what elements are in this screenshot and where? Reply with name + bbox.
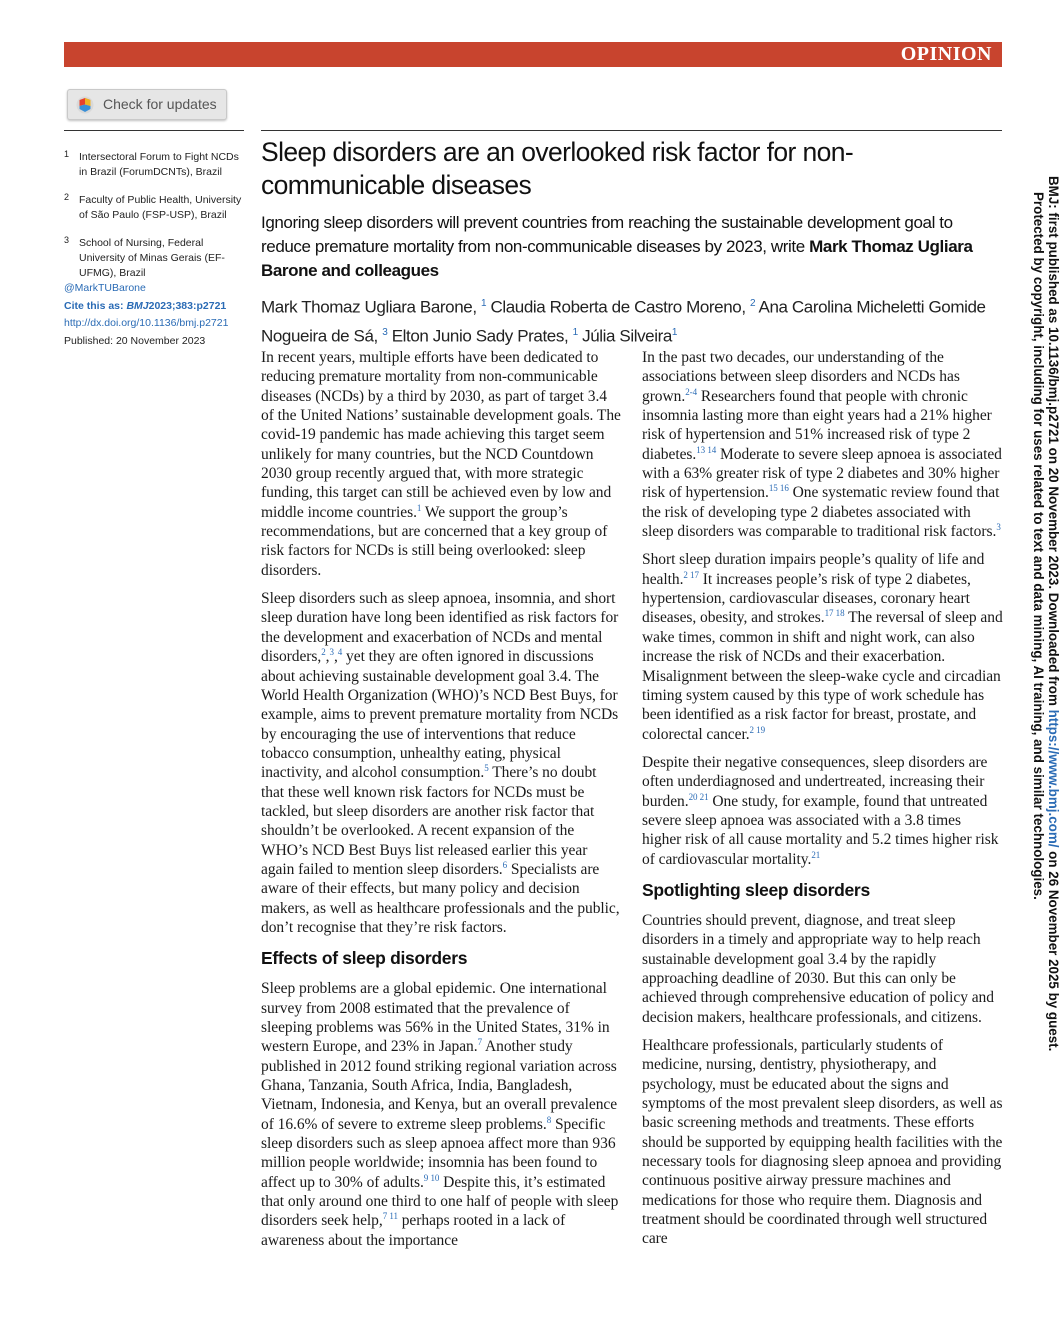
affiliation-ref[interactable]: 1 — [572, 326, 578, 338]
body-column-left — [261, 348, 623, 1259]
reference-link[interactable]: 1 — [416, 502, 422, 513]
affiliation-1: 1 Intersectoral Forum to Fight NCDs in Brazil (ForumDCNTs), Brazil — [64, 149, 239, 178]
paragraph: In the past two decades, our understanding of the associations between sleep disorders and NCDs has grown.$^{2-4}$ Researchers found that people with chronic insomnia lasting more than eight years had a 21% higher risk of hypertension and 51% increased risk of type 2 diabetes.$^{13 14}$ Moderate to severe sleep apnoea is associated with a 63% greater risk of type 2 diabetes and 30% higher risk of hypertension.$^{15 16}$ One systematic review found that the risk of developing type 2 diabetes associated with sleep disorders was comparable to traditional risk factors.$^3$ — [642, 349, 1002, 541]
article-meta — [64, 280, 248, 350]
affiliation-ref[interactable]: 1 — [671, 326, 678, 338]
author: Claudia Roberta de Castro Moreno, — [490, 297, 746, 317]
paragraph: Sleep problems are a global epidemic. One international survey from 2008 estimated that the prevalence of sleeping problems was 56% in the United States, 31% in western Europe, and 23% in Japan.$^7$ Another study published in 2012 found striking regional variation across Ghana, Tanzania, South Africa, India, Bangladesh, Vietnam, Indonesia, and Kenya, but an overall prevalence of 16.6% of severe to extreme sleep problems.$^8$ Specific sleep disorders such as sleep apnoea affect more than 936 million people worldwide; insomnia has been found to affect up to 30% of adults.$^{9 10}$ Despite this, it’s estimated that only around one third to one half of people with sleep disorders seek help,$^{7 11}$ perhaps rooted in a lack of awareness about the importance — [261, 980, 619, 1249]
doi-link[interactable]: http://dx.doi.org/10.1136/bmj.p2721 — [64, 317, 229, 329]
reference-link[interactable]: 9 10 — [423, 1172, 440, 1183]
body-column-right — [642, 348, 1004, 1258]
reference-link[interactable]: 21 — [811, 849, 821, 860]
standfirst: Ignoring sleep disorders will prevent countries from reaching the sustainable development goal to reduce premature mortality from non-communicable diseases by 2023, write Mark Thomaz Ugliara Barone and colleagues — [261, 213, 973, 280]
reference-link[interactable]: 7 11 — [382, 1211, 398, 1222]
paragraph: Despite their negative consequences, sleep disorders are often underdiagnosed and undertreated, increasing their burden.$^{20 21}$ One study, for example, found that untreated severe sleep apnoea was associated with a 3.8 times higher risk of all cause mortality and 5.2 times higher risk of cardiovascular mortality.$^{21}$ — [642, 753, 999, 868]
affiliation-2: 2 Faculty of Public Health, University of São Paulo (FSP-USP), Brazil — [64, 192, 242, 221]
bmj-link[interactable]: https://www.bmj.com/ — [1046, 709, 1061, 848]
affiliation-ref[interactable]: 2 — [749, 298, 756, 309]
paragraph: Countries should prevent, diagnose, and treat sleep disorders in a timely and appropriate way to help reach sustainable development goal 3.4 by the rapidly approaching deadline of 2030. But this can only be achieved through comprehensive education of policy and decision makers, healthcare professionals, and citizens. — [642, 911, 994, 1026]
author-list — [261, 291, 1006, 348]
reference-link[interactable]: 6 — [502, 859, 508, 870]
reference-link[interactable]: 4 — [337, 647, 343, 657]
reference-link[interactable]: 17 18 — [824, 608, 845, 619]
side-note-line-1: BMJ: first published as 10.1136/bmj.p2721 on 20 November 2023. Downloaded from https://www.bmj.com/ on 26 November 2025 by guest. — [1046, 176, 1061, 1052]
author: Elton Junio Sady Prates, — [391, 326, 569, 346]
affiliation-ref[interactable]: 1 — [480, 298, 487, 309]
reference-link[interactable]: 8 — [546, 1114, 552, 1125]
side-note-line-2: Protected by copyright, including for uses related to text and data mining, AI training, and similar technologies. — [1031, 192, 1046, 900]
reference-link[interactable]: 20 21 — [688, 791, 709, 802]
paragraph: In recent years, multiple efforts have been dedicated to reducing premature mortality from non-communicable diseases (NCDs) by a third by 2030, as part of target 3.4 of the United Nations’ sustainable development goals. The covid-19 pandemic has made achieving this target seem unlikely for many countries, but the NCD Countdown 2030 group recently argued that, with more strategic funding, this target can still be achieved even by low and middle income countries.$^1$ We support the group’s recommendations, but are concerned that a key group of risk factors for NCDs is still being overlooked: sleep disorders. — [261, 349, 621, 579]
reference-link[interactable]: 13 14 — [696, 444, 717, 455]
reference-link[interactable]: 2 19 — [749, 724, 766, 735]
article-title: Sleep disorders are an overlooked risk factor for non-communicable diseases — [261, 137, 854, 200]
author: Júlia Silveira — [582, 326, 672, 346]
section-banner — [64, 42, 1002, 67]
standfirst-authors: Mark Thomaz Ugliara Barone and colleagues — [261, 237, 973, 280]
check-for-updates-button[interactable] — [67, 89, 227, 120]
reference-link[interactable]: 2-4 — [685, 386, 698, 397]
reference-link[interactable]: 2 — [321, 647, 326, 657]
author: Mark Thomaz Ugliara Barone, — [261, 297, 477, 317]
paragraph: Sleep disorders such as sleep apnoea, insomnia, and short sleep duration have long been identified as risk factors for the development and exacerbation of NCDs and mental disorders,$^2$,$^3$,$^4$ yet they are often ignored in discussions about achieving sustainable development goal 3.4. The World Health Organization (WHO)’s NCD Best Buys, for example, aims to prevent premature mortality from NCDs by encouraging the use of interventions that reduce tobacco consumption, unhealthy eating, physical inactivity, and alcohol consumption.$^5$ There’s no doubt that these well known risk factors for NCDs must be tackled, but sleep disorders are another risk factor that shouldn’t be overlooked. A recent expansion of the WHO’s NCD Best Buys list released earlier this year again failed to mention sleep disorders.$^6$ Specialists are aware of their effects, but many policy and decision makers, as well as healthcare professionals and the public, don’t recognise that they’re risk factors. — [261, 590, 620, 936]
reference-link[interactable]: 15 16 — [768, 483, 789, 494]
reference-link[interactable]: 2 17 — [683, 569, 699, 580]
affiliations — [64, 150, 248, 294]
twitter-handle[interactable]: @MarkTUBarone — [64, 282, 146, 294]
paragraph: Short sleep duration impairs people’s quality of life and health.$^{2 17}$ It increases people’s risk of type 2 diabetes, hypertension, cardiovascular diseases, coronary heart diseases, obesity, and strokes.$^{17 18}$ The reversal of sleep and wake times, common in shift and night work, can also increase the risk of NCDs and their exacerbation. Misalignment between the sleep-wake cycle and circadian timing system caused by this type of work schedule has been identified as a risk factor for breast, prostate, and colorectal cancer.$^{2 19}$ — [642, 551, 1003, 743]
title-divider — [261, 130, 1002, 131]
reference-link[interactable]: 5 — [484, 763, 489, 774]
reference-link[interactable]: 3 — [996, 521, 1001, 532]
section-heading-spotlight: Spotlighting sleep disorders — [642, 879, 870, 900]
sidebar-divider — [64, 130, 244, 131]
author: Ana Carolina Micheletti Gomide Nogueira de Sá, — [261, 297, 986, 346]
check-for-updates-label: Check for updates — [103, 96, 217, 112]
published-date: Published: 20 November 2023 — [64, 334, 206, 347]
paragraph: Healthcare professionals, particularly students of medicine, nursing, dentistry, physiotherapy, and psychology, must be educated about the signs and symptoms of the most prevalent sleep disorders, as well as basic screening methods and treatments. These efforts should be supported by equipping health facilities with the necessary tools for diagnosing sleep apnoea and providing continuous positive airway pressure machines and medications for those who require them. Diagnosis and treatment should be coordinated through well structured care — [642, 1037, 1003, 1248]
section-label: OPINION — [900, 43, 992, 65]
crossmark-icon — [76, 96, 94, 114]
reference-link[interactable]: 3 — [329, 647, 334, 657]
affiliation-3: 3 School of Nursing, Federal University of Minas Gerais (EF-UFMG), Brazil — [64, 235, 225, 279]
copyright-side-note — [1031, 176, 1061, 1236]
affiliation-ref[interactable]: 3 — [382, 326, 388, 338]
section-heading-effects: Effects of sleep disorders — [261, 948, 468, 969]
reference-link[interactable]: 7 — [477, 1037, 483, 1048]
cite-this-as: Cite this as: BMJ2023;383:p2721 — [64, 299, 227, 312]
